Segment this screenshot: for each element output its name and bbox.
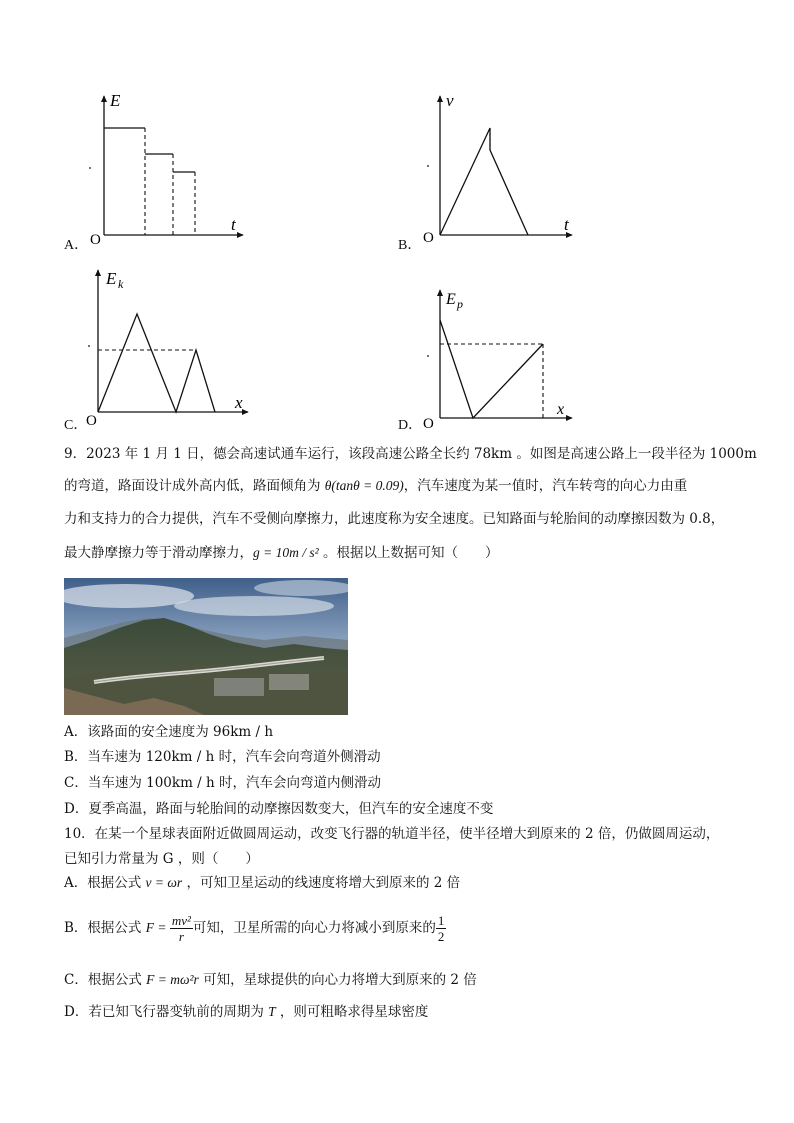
q9-line-4a: 最大静摩擦力等于滑动摩擦力， bbox=[64, 545, 253, 561]
q9-line-4 bbox=[64, 544, 498, 562]
q10-option-b bbox=[64, 910, 446, 946]
graph-b bbox=[410, 88, 600, 250]
graph-c-xlabel: x bbox=[235, 393, 243, 412]
graph-d-origin: O bbox=[423, 416, 434, 432]
graph-c-ylabel-sub: k bbox=[118, 277, 124, 291]
q9-line-3: 力和支持力的合力提供，汽车不受侧向摩擦力，此速度称为安全速度。已知路面与轮胎间的动摩擦因数为 0.8， bbox=[64, 511, 725, 527]
q10-option-d bbox=[64, 1003, 428, 1021]
q10-option-a bbox=[64, 874, 460, 892]
graph-d-xlabel: x bbox=[557, 401, 565, 418]
q10-option-a-pre: A．根据公式 bbox=[64, 875, 146, 891]
option-a-label: A． bbox=[64, 238, 89, 253]
q9-line-1: 9．2023 年 1 月 1 日，德会高速试通车运行，该段高速公路全长约 78km 。如图是高速公路上一段半径为 1000m bbox=[64, 446, 757, 462]
graph-d bbox=[410, 282, 600, 432]
graph-c bbox=[60, 262, 260, 430]
option-b-label: B． bbox=[398, 238, 422, 253]
q9-option-b: B．当车速为 120km / h 时，汽车会向弯道外侧滑动 bbox=[64, 749, 381, 765]
highway-photo bbox=[64, 578, 348, 715]
graph-b-xlabel: t bbox=[564, 215, 569, 234]
graph-b-ylabel: v bbox=[446, 91, 454, 110]
graph-a bbox=[60, 88, 250, 250]
q9-line-4b: 。根据以上数据可知（ ） bbox=[318, 545, 499, 561]
option-c-label: C． bbox=[64, 418, 88, 433]
q10-option-a-post: ，可知卫星运动的线速度将增大到原来的 2 倍 bbox=[182, 875, 461, 891]
q10-option-b-f: F = bbox=[145, 920, 170, 935]
graph-b-origin: O bbox=[423, 230, 434, 246]
q9-option-a: A．该路面的安全速度为 96km / h bbox=[64, 724, 274, 740]
graph-a-xlabel: t bbox=[231, 215, 236, 234]
q9-option-d: D．夏季高温，路面与轮胎间的动摩擦因数变大，但汽车的安全速度不变 bbox=[64, 801, 494, 817]
q10-option-b-denominator: r bbox=[178, 929, 184, 944]
q10-option-d-pre: D．若已知飞行器变轨前的周期为 bbox=[64, 1004, 269, 1020]
q10-option-b-half bbox=[436, 913, 447, 944]
q9-angle-math: θ(tanθ = 0.09) bbox=[324, 478, 404, 493]
q9-line-2b: ，汽车速度为某一值时，汽车转弯的向心力由重 bbox=[403, 478, 688, 494]
graph-a-ylabel: E bbox=[110, 91, 121, 110]
q10-option-c bbox=[64, 971, 477, 989]
q10-option-c-pre: C．根据公式 bbox=[64, 972, 147, 988]
graph-d-ylabel: E bbox=[446, 291, 456, 308]
q9-line-2 bbox=[64, 477, 687, 495]
q10-option-c-post: 可知，星球提供的向心力将增大到原来的 2 倍 bbox=[198, 972, 477, 988]
q10-option-a-math: v = ωr bbox=[145, 875, 183, 890]
q9-line-2a: 的弯道，路面设计成外高内低，路面倾角为 bbox=[64, 478, 325, 494]
graph-c-ylabel: E bbox=[106, 269, 117, 288]
q10-option-b-numerator: mv² bbox=[171, 913, 191, 928]
q9-option-c: C．当车速为 100km / h 时，汽车会向弯道内侧滑动 bbox=[64, 775, 381, 791]
q10-option-c-math: F = mω²r bbox=[146, 972, 199, 987]
q10-option-b-pre: B．根据公式 bbox=[64, 920, 146, 936]
q10-option-b-mid: 可知，卫星所需的向心力将减小到原来的 bbox=[192, 920, 436, 936]
graph-a-origin: O bbox=[90, 232, 101, 248]
q10-line-1: 10．在某一个星球表面附近做圆周运动，改变飞行器的轨道半径，使半径增大到原来的 2 倍，仍做圆周运动， bbox=[64, 826, 720, 842]
q10-option-d-post: ，则可粗略求得星球密度 bbox=[275, 1004, 429, 1020]
graph-c-origin: O bbox=[86, 413, 97, 429]
q10-line-2: 已知引力常量为 G ，则（ ） bbox=[64, 851, 259, 867]
q9-g-math: g = 10m / s² bbox=[253, 545, 319, 560]
q10-option-b-half-num: 1 bbox=[437, 913, 445, 928]
graph-d-ylabel-sub: p bbox=[457, 297, 463, 311]
option-d-label: D． bbox=[398, 418, 423, 433]
q10-option-b-fraction bbox=[170, 913, 193, 944]
q10-option-b-half-den: 2 bbox=[437, 929, 445, 944]
q10-option-d-math: T bbox=[268, 1004, 276, 1019]
